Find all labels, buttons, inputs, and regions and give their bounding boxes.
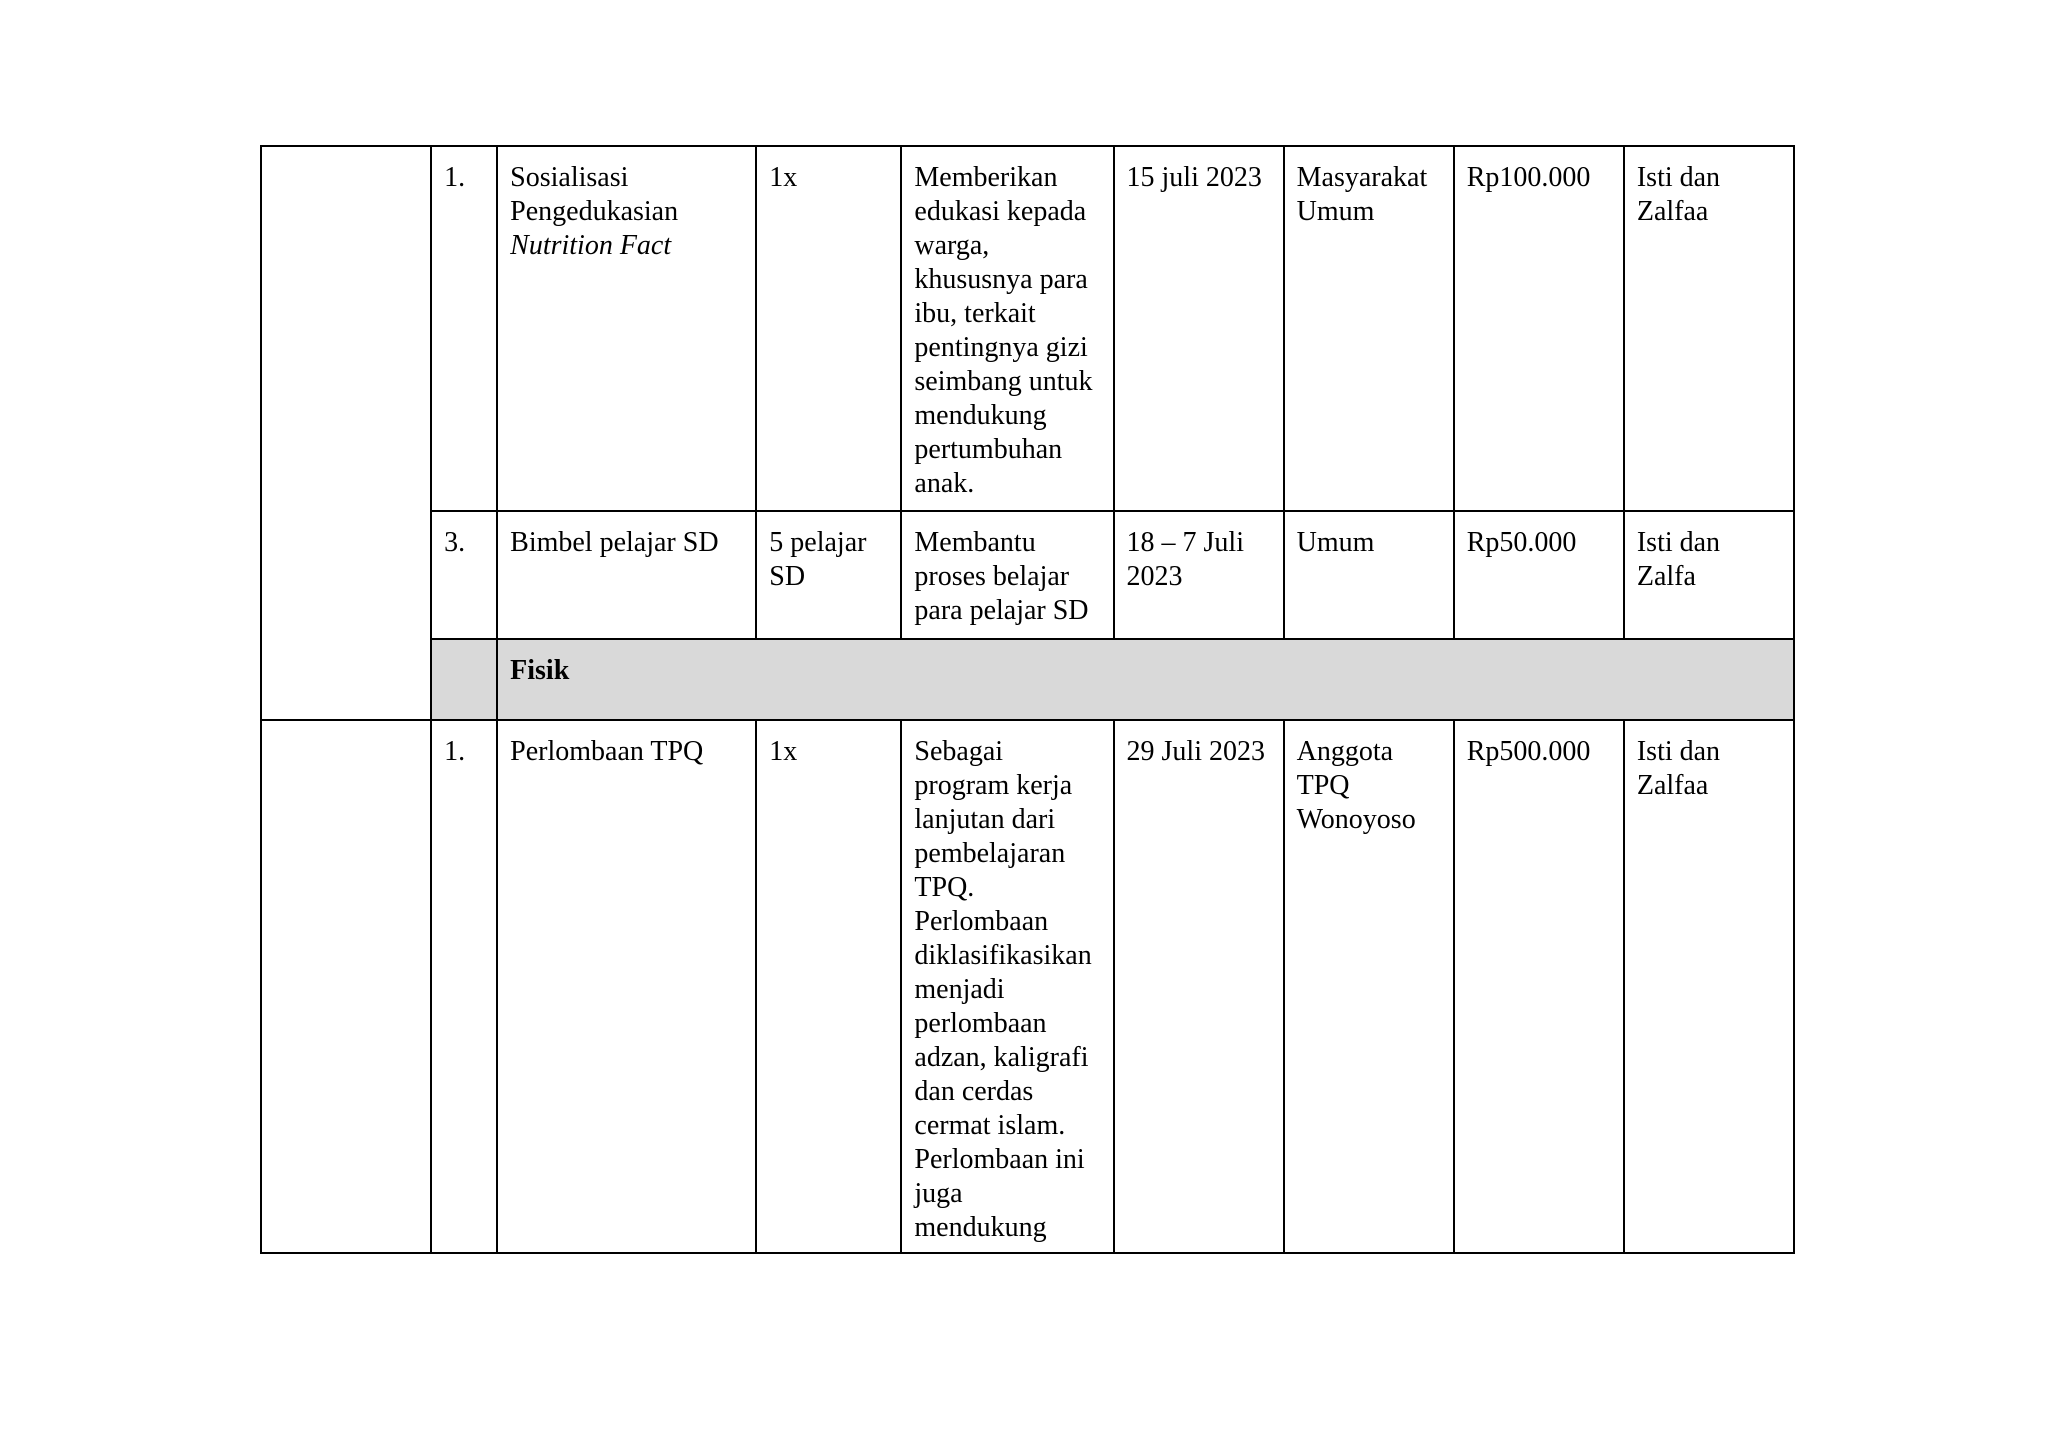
frequency-cell: 1x <box>756 720 901 1253</box>
table-row <box>261 511 1794 639</box>
date-cell: 29 Juli 2023 <box>1114 720 1284 1253</box>
row-number: 1. <box>431 720 497 1253</box>
purpose-cell: Memberikan edukasi kepada warga, khususnya para ibu, terkait pentingnya gizi seimbang untuk mendukung pertumbuhan anak. <box>901 146 1113 511</box>
purpose-cell: Sebagai program kerja lanjutan dari pembelajaran TPQ. Perlombaan diklasifikasikan menjadi perlombaan adzan, kaligrafi dan cerdas cermat islam. Perlombaan ini juga mendukung <box>901 720 1113 1253</box>
activity-name-line: Sosialisasi <box>510 162 629 193</box>
activity-cell <box>497 146 756 511</box>
target-cell: Umum <box>1284 511 1454 639</box>
budget-cell: Rp500.000 <box>1454 720 1624 1253</box>
section-label: Fisik <box>510 655 570 686</box>
table-row <box>261 720 1794 1253</box>
purpose-cell: Membantu proses belajar para pelajar SD <box>901 511 1113 639</box>
activity-cell: Perlombaan TPQ <box>497 720 756 1253</box>
person-in-charge-cell: Isti dan Zalfaa <box>1624 146 1794 511</box>
budget-cell: Rp100.000 <box>1454 146 1624 511</box>
row-number: 1. <box>431 146 497 511</box>
section-header-row <box>261 639 1794 720</box>
frequency-cell: 5 pelajar SD <box>756 511 901 639</box>
section-label-cell <box>497 639 1794 720</box>
target-cell: Anggota TPQ Wonoyoso <box>1284 720 1454 1253</box>
side-category-cell <box>261 720 431 1253</box>
program-table <box>260 145 1795 1254</box>
budget-cell: Rp50.000 <box>1454 511 1624 639</box>
date-cell: 15 juli 2023 <box>1114 146 1284 511</box>
person-in-charge-cell: Isti dan Zalfaa <box>1624 720 1794 1253</box>
activity-cell: Bimbel pelajar SD <box>497 511 756 639</box>
row-number: 3. <box>431 511 497 639</box>
table-row <box>261 146 1794 511</box>
target-cell: Masyarakat Umum <box>1284 146 1454 511</box>
person-in-charge-cell: Isti dan Zalfa <box>1624 511 1794 639</box>
activity-name-italic: Nutrition Fact <box>510 230 672 261</box>
frequency-cell: 1x <box>756 146 901 511</box>
section-number-cell <box>431 639 497 720</box>
date-cell: 18 – 7 Juli 2023 <box>1114 511 1284 639</box>
activity-name-line: Pengedukasian <box>510 196 679 227</box>
side-category-cell <box>261 146 431 720</box>
